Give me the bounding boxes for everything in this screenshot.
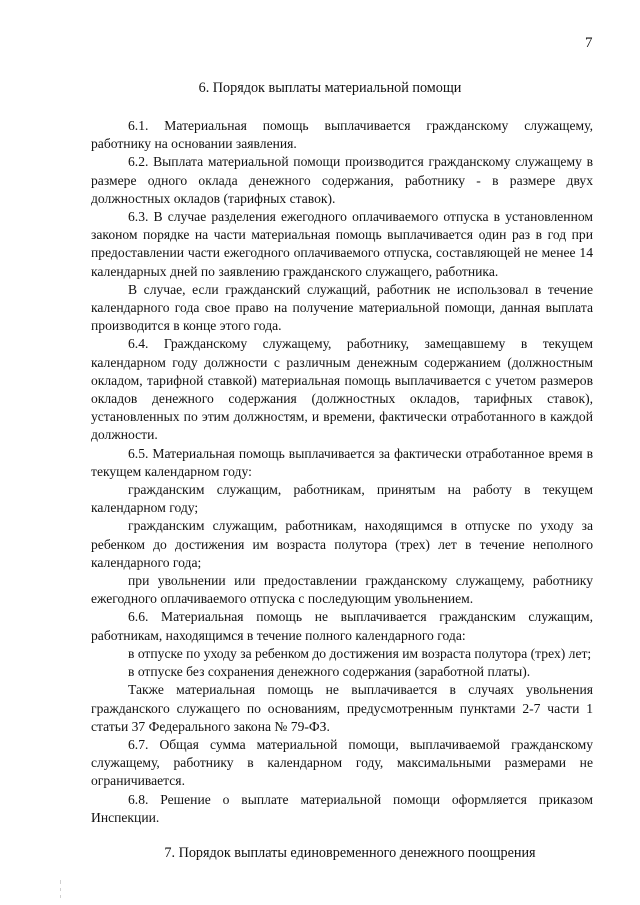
paragraph-6-3: 6.3. В случае разделения ежегодного оплачиваемого отпуска в установленном законом порядке на части материальная помощь выплачивается один раз в год при предоставлении части ежегодного оплачиваемого отпуска, составляющей не менее 14 календарных дней по заявлению гражданского служащего, работника. — [91, 209, 593, 279]
paragraph-6-5-childcare: гражданским служащим, работникам, находящимся в отпуске по уходу за ребенком до достижения им возраста полутора (трех) лет в течение неполного календарного года; — [91, 518, 593, 570]
section-7-heading: 7. Порядок выплаты единовременного денежного поощрения — [164, 845, 536, 861]
paragraph-6-4: 6.4. Гражданскому служащему, работнику, замещавшему в текущем календарном году должности с различным денежным содержанием (должностным окладом, тарифной ставкой) материальная помощь выплачивается с учетом размеров окладов денежного содержания (должностных окладов, тарифных ставок), установленных по этим должностям, и времени, фактически отработанного в каждой должности. — [91, 336, 593, 443]
section-6-heading: 6. Порядок выплаты материальной помощи — [198, 80, 462, 96]
paragraph-6-6-dismissal: Также материальная помощь не выплачивается в случаях увольнения гражданского служащего по основаниям, предусмотренным пунктами 2-7 части 1 статьи 37 Федерального закона № 79-ФЗ. — [91, 682, 593, 734]
paragraph-6-3-unused: В случае, если гражданский служащий, работник не использовал в течение календарного года свое право на получение материальной помощи, данная выплата производится в конце этого года. — [91, 281, 593, 334]
scan-artifact — [58, 880, 64, 900]
paragraph-6-8: 6.8. Решение о выплате материальной помощи оформляется приказом Инспекции. — [91, 791, 593, 825]
paragraph-6-2: 6.2. Выплата материальной помощи производится гражданскому служащему в размере одного оклада денежного содержания, работнику - в размере двух должностных окладов (тарифных ставок). — [91, 154, 593, 206]
section-6-body — [91, 117, 593, 827]
paragraph-6-5-dismissal: при увольнении или предоставлении гражданскому служащему, работнику ежегодного оплачиваемого отпуска с последующим увольнением. — [91, 573, 593, 607]
paragraph-6-6: 6.6. Материальная помощь не выплачивается гражданским служащим, работникам, находящимся в течение полного календарного года: — [91, 609, 593, 643]
paragraph-6-6-unpaid: в отпуске без сохранения денежного содержания (заработной платы). — [128, 664, 531, 680]
paragraph-6-1: 6.1. Материальная помощь выплачивается гражданскому служащему, работнику на основании заявления. — [91, 118, 593, 152]
page-number: 7 — [585, 35, 593, 51]
paragraph-6-5-hired: гражданским служащим, работникам, принятым на работу в текущем календарном году; — [91, 482, 593, 516]
paragraph-6-6-childcare: в отпуске по уходу за ребенком до достижения им возраста полутора (трех) лет; — [128, 645, 592, 661]
paragraph-6-7: 6.7. Общая сумма материальной помощи, выплачиваемой гражданскому служащему, работнику в календарном году, максимальными размерами не ограничивается. — [91, 736, 593, 789]
paragraph-6-5: 6.5. Материальная помощь выплачивается за фактически отработанное время в текущем календарном году: — [91, 445, 593, 479]
